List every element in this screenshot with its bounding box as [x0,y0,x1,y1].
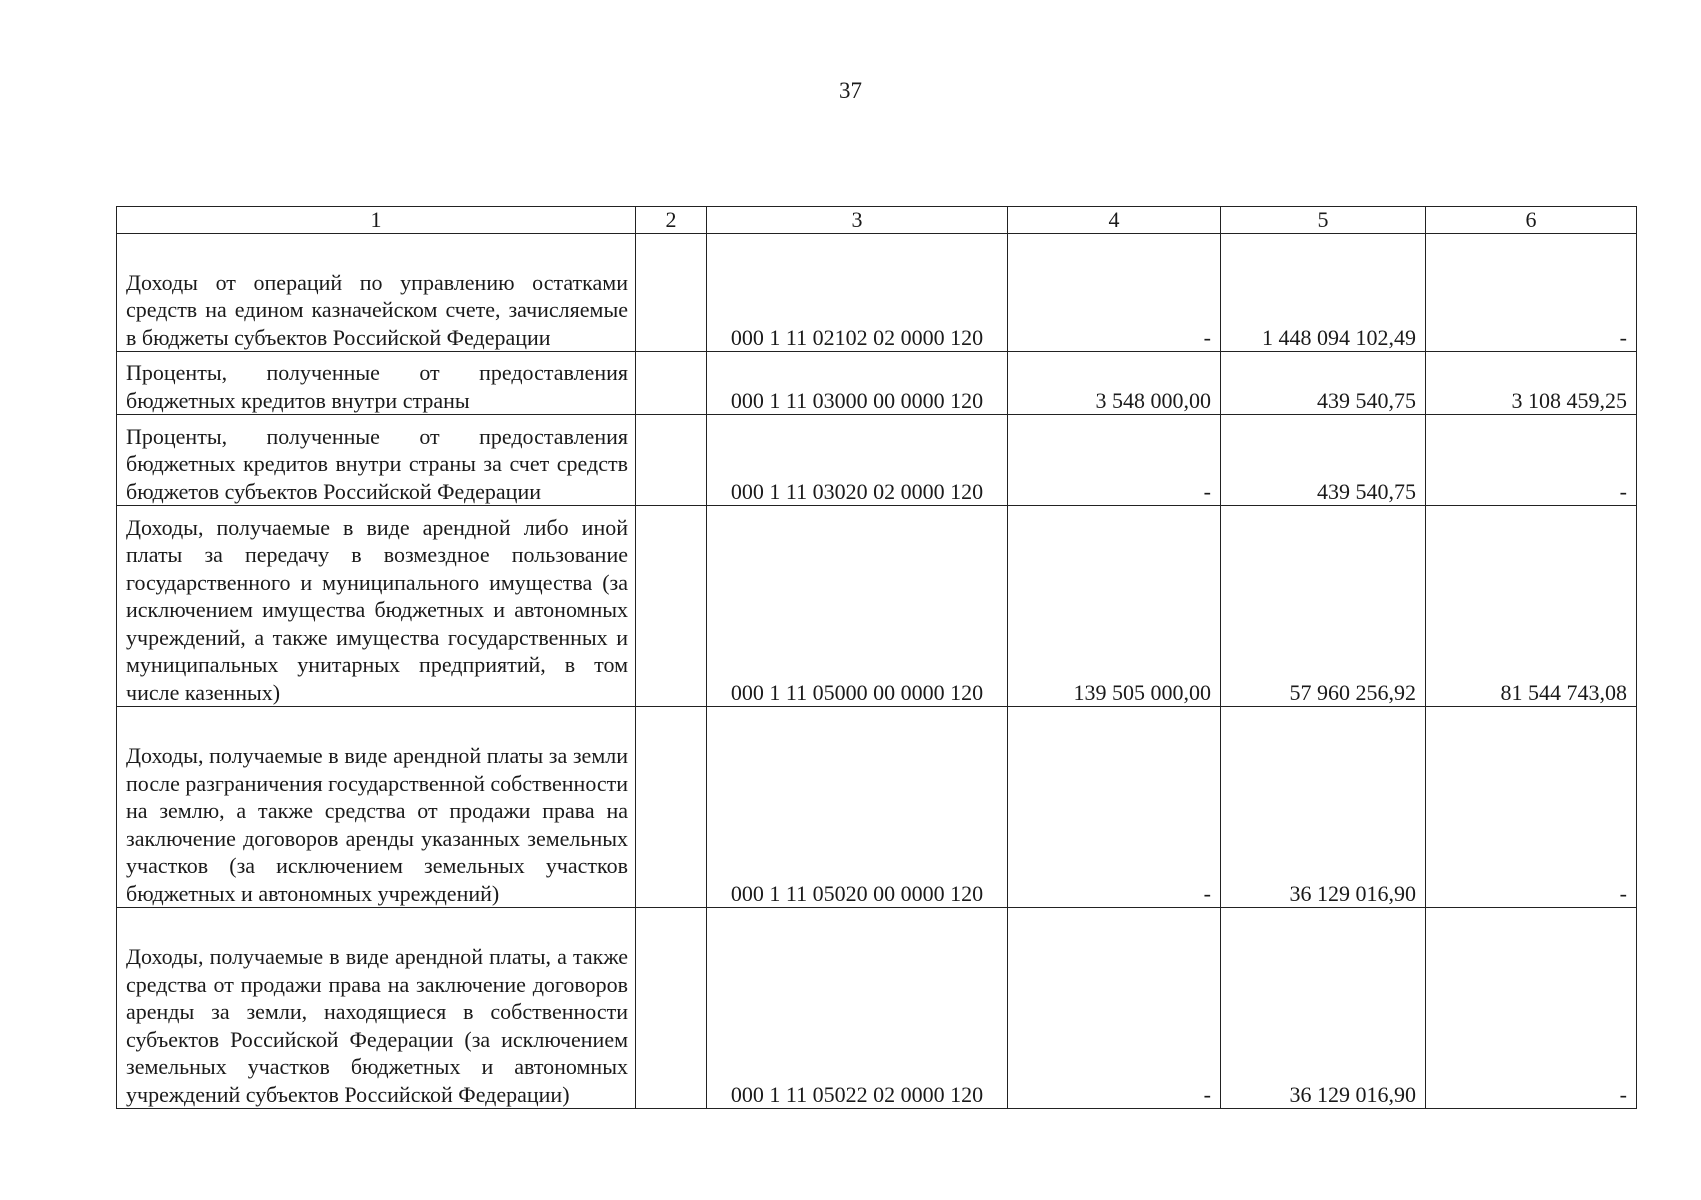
header-row [117,207,1637,234]
column-2-cell [636,908,707,1109]
revenue-name: Доходы, получаемые в виде арендной либо иной платы за передачу в возмездное пользование государственного и муниципального имущества (за исключением имущества бюджетных и автономных учреждений, а также имущества государственных и муниципальных унитарных предприятий, в том числе казенных) [117,506,636,707]
table-row [117,415,1637,506]
column-4-value: 3 548 000,00 [1008,352,1221,415]
table-body [117,234,1637,1109]
budget-code: 000 1 11 05022 02 0000 120 [707,908,1008,1109]
header-col-4: 4 [1008,207,1221,234]
column-2-cell [636,506,707,707]
column-6-value: - [1426,908,1637,1109]
table-header [117,207,1637,234]
budget-code: 000 1 11 03000 00 0000 120 [707,352,1008,415]
column-4-value: - [1008,415,1221,506]
revenue-name: Доходы, получаемые в виде арендной платы, а также средства от продажи права на заключение договоров аренды за земли, находящиеся в собственности субъектов Российской Федерации (за исключением земельных участков бюджетных и автономных учреждений субъектов Российской Федерации) [117,908,636,1109]
revenue-name: Доходы, получаемые в виде арендной платы за земли после разграничения государственной собственности на землю, а также средства от продажи права на заключение договоров аренды указанных земельных участков (за исключением земельных участков бюджетных и автономных учреждений) [117,707,636,908]
header-col-3: 3 [707,207,1008,234]
column-2-cell [636,234,707,352]
revenue-name: Доходы от операций по управлению остатками средств на едином казначейском счете, зачисляемые в бюджеты субъектов Российской Федерации [117,234,636,352]
header-col-5: 5 [1221,207,1426,234]
budget-code: 000 1 11 05020 00 0000 120 [707,707,1008,908]
column-4-value: - [1008,234,1221,352]
column-2-cell [636,415,707,506]
table-row [117,506,1637,707]
column-2-cell [636,352,707,415]
column-2-cell [636,707,707,908]
column-6-value: 81 544 743,08 [1426,506,1637,707]
table-row [117,234,1637,352]
budget-code: 000 1 11 05000 00 0000 120 [707,506,1008,707]
column-4-value: - [1008,707,1221,908]
table-row [117,707,1637,908]
column-4-value: 139 505 000,00 [1008,506,1221,707]
budget-code: 000 1 11 03020 02 0000 120 [707,415,1008,506]
table-row [117,352,1637,415]
column-4-value: - [1008,908,1221,1109]
column-6-value: 3 108 459,25 [1426,352,1637,415]
column-5-value: 439 540,75 [1221,352,1426,415]
column-6-value: - [1426,415,1637,506]
header-col-6: 6 [1426,207,1637,234]
header-col-2: 2 [636,207,707,234]
budget-code: 000 1 11 02102 02 0000 120 [707,234,1008,352]
column-5-value: 439 540,75 [1221,415,1426,506]
column-5-value: 36 129 016,90 [1221,908,1426,1109]
column-5-value: 57 960 256,92 [1221,506,1426,707]
revenue-table [116,206,1637,1109]
table-row [117,908,1637,1109]
revenue-name: Проценты, полученные от предоставления бюджетных кредитов внутри страны за счет средств бюджетов субъектов Российской Федерации [117,415,636,506]
page-number: 37 [839,78,862,103]
column-5-value: 36 129 016,90 [1221,707,1426,908]
column-6-value: - [1426,707,1637,908]
column-6-value: - [1426,234,1637,352]
revenue-name: Проценты, полученные от предоставления бюджетных кредитов внутри страны [117,352,636,415]
header-col-1: 1 [117,207,636,234]
column-5-value: 1 448 094 102,49 [1221,234,1426,352]
